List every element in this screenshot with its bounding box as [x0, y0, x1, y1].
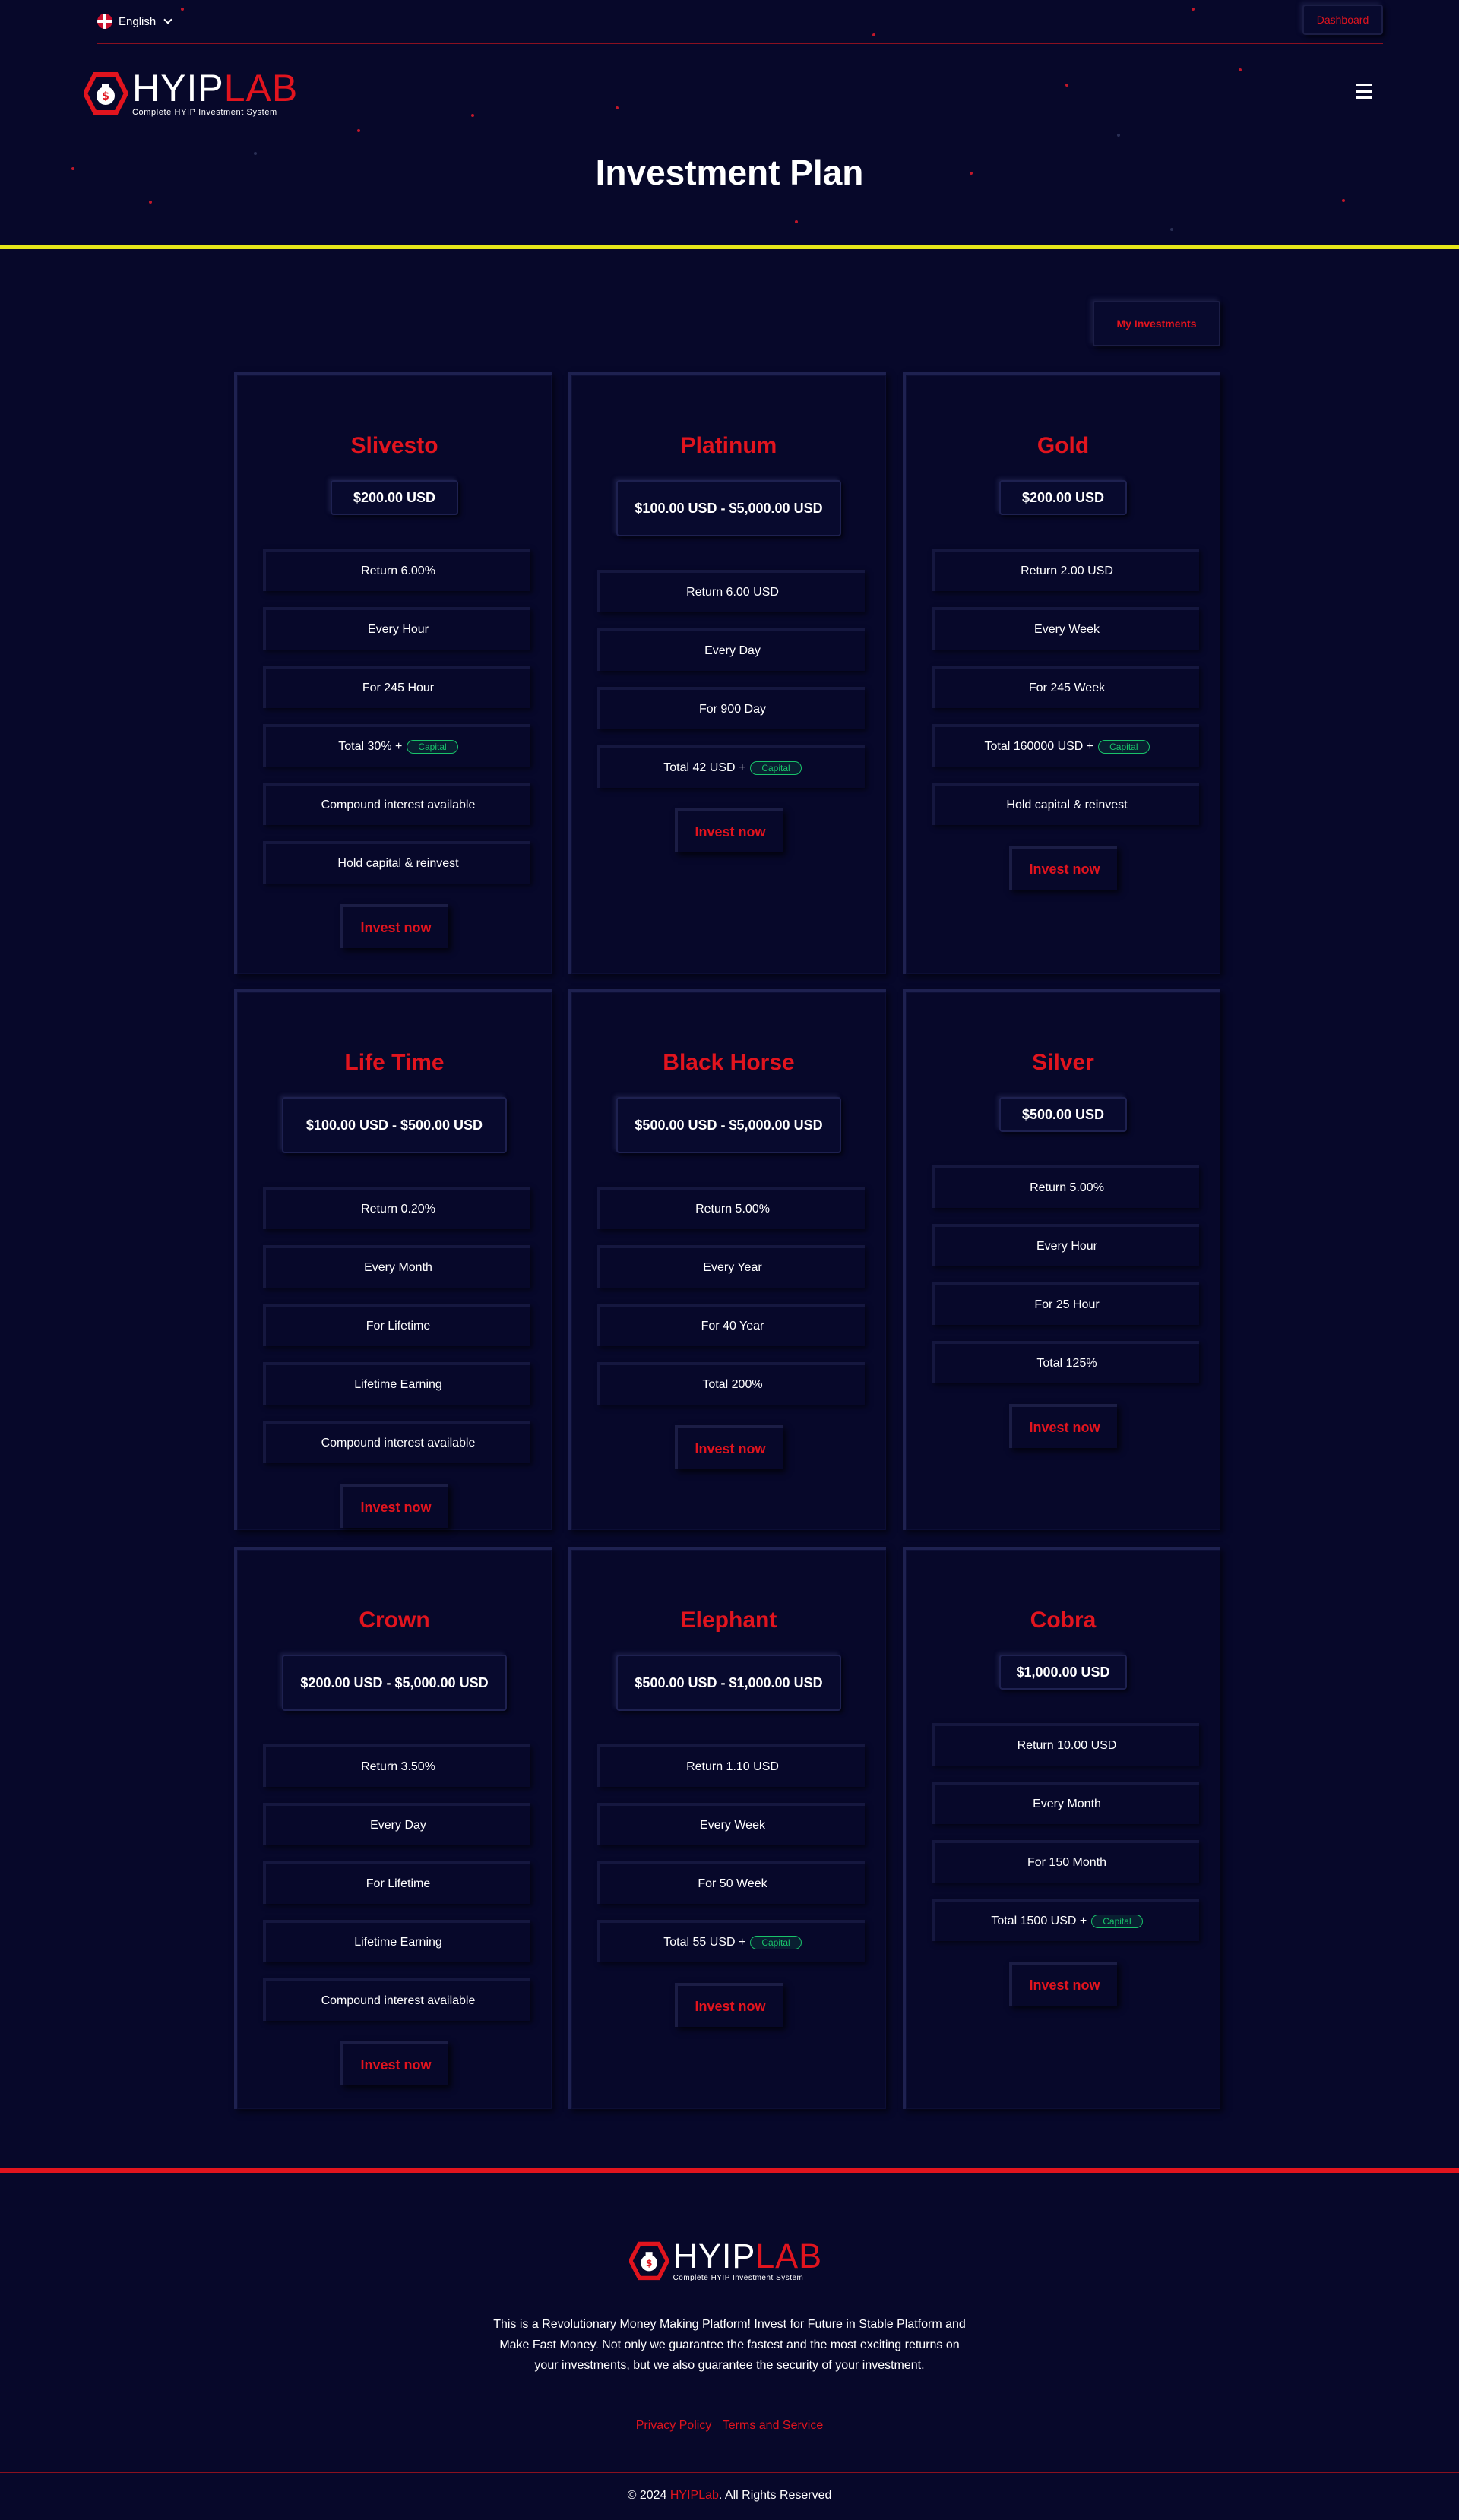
plan-feature: [932, 607, 1199, 650]
language-label: English: [119, 14, 157, 28]
plan-feature-text: Every Week: [700, 1819, 765, 1832]
plan-feature-text: Every Month: [1033, 1798, 1101, 1810]
plan-feature-text: Return 5.00%: [1030, 1181, 1104, 1194]
plan-feature-text: For 245 Hour: [362, 681, 435, 694]
invest-now-button[interactable]: Invest now: [1009, 846, 1117, 890]
plan-feature: [263, 783, 530, 825]
plan-feature: [263, 1304, 530, 1346]
plan-feature: [263, 666, 530, 708]
plan-feature-text: Every Year: [703, 1261, 762, 1274]
plan-feature: [932, 1782, 1199, 1824]
plan-feature: [932, 1165, 1199, 1208]
plan-feature-text: Every Hour: [1036, 1240, 1098, 1253]
plan-feature: [932, 1341, 1199, 1383]
plan-card: [234, 989, 552, 1530]
header-divider: [0, 245, 1459, 249]
plan-name: Life Time: [344, 1050, 445, 1075]
capital-badge: Capital: [1098, 740, 1149, 754]
plan-card: [568, 1547, 886, 2109]
terms-of-service-link[interactable]: Terms and Service: [722, 2419, 824, 2432]
plan-feature: [263, 1861, 530, 1904]
plan-price: $200.00 USD: [331, 480, 458, 515]
plan-name: Gold: [1036, 433, 1090, 458]
plan-feature-text: Hold capital & reinvest: [1006, 798, 1128, 811]
plan-feature: [932, 724, 1199, 767]
invest-now-button[interactable]: Invest now: [340, 1484, 448, 1528]
copyright-prefix: © 2024: [627, 2489, 667, 2502]
plan-feature: [597, 1304, 865, 1346]
plan-feature: [263, 1744, 530, 1787]
plan-price: $200.00 USD - $5,000.00 USD: [282, 1655, 507, 1711]
plan-feature-text: Return 6.00%: [361, 564, 435, 577]
plan-feature-text: Every Month: [364, 1261, 432, 1274]
plan-card: [234, 1547, 552, 2109]
capital-badge: Capital: [407, 740, 457, 754]
plan-feature: [263, 549, 530, 591]
plan-card: [903, 989, 1220, 1530]
decorative-star: [616, 106, 619, 109]
capital-badge: Capital: [750, 1936, 801, 1949]
plan-name: Crown: [359, 1608, 430, 1633]
decorative-star: [149, 201, 152, 204]
decorative-star: [1170, 228, 1173, 231]
plan-card: [903, 372, 1220, 974]
plan-name: Black Horse: [663, 1050, 795, 1075]
money-bag-icon: [629, 2241, 669, 2281]
plan-feature: [597, 1744, 865, 1787]
hero-banner: [0, 0, 1459, 245]
plan-feature: [263, 1920, 530, 1962]
plan-feature-text: Total 55 USD +: [663, 1936, 746, 1949]
footer-divider: [0, 2168, 1459, 2173]
plan-price: $500.00 USD - $1,000.00 USD: [616, 1655, 841, 1711]
decorative-star: [1065, 84, 1068, 87]
chevron-down-icon: [164, 15, 172, 24]
plan-price: $500.00 USD - $5,000.00 USD: [616, 1097, 841, 1153]
plan-name: Elephant: [680, 1608, 777, 1633]
plan-feature: [263, 1978, 530, 2021]
plan-feature-text: Return 0.20%: [361, 1203, 435, 1216]
plan-feature-text: Return 2.00 USD: [1021, 564, 1113, 577]
hamburger-menu-icon[interactable]: [1356, 84, 1372, 99]
plan-price: $100.00 USD - $500.00 USD: [282, 1097, 507, 1153]
plan-feature-text: Compound interest available: [321, 1437, 476, 1450]
plan-feature: [263, 1421, 530, 1463]
plan-feature-text: For Lifetime: [366, 1320, 431, 1333]
plan-feature-text: For 25 Hour: [1034, 1298, 1100, 1311]
capital-badge: Capital: [750, 761, 801, 775]
privacy-policy-link[interactable]: Privacy Policy: [635, 2419, 712, 2432]
plan-feature: [597, 628, 865, 671]
decorative-star: [471, 114, 474, 117]
plan-card: [568, 989, 886, 1530]
logo-brand-red: LAB: [755, 2237, 822, 2275]
plan-name: Cobra: [1030, 1608, 1097, 1633]
capital-badge: Capital: [1091, 1915, 1142, 1928]
plan-feature-text: For Lifetime: [366, 1877, 431, 1890]
money-bag-icon: [84, 71, 128, 115]
copyright: [0, 2489, 1459, 2503]
plan-name: Platinum: [680, 433, 777, 458]
plan-feature-text: For 50 Week: [698, 1877, 767, 1890]
logo-tagline: Complete HYIP Investment System: [132, 108, 277, 117]
logo-tagline: Complete HYIP Investment System: [673, 2274, 804, 2282]
plan-feature-text: Total 160000 USD +: [984, 740, 1094, 753]
plan-feature: [263, 1245, 530, 1288]
plan-feature-text: Compound interest available: [321, 798, 476, 811]
plan-feature: [932, 1224, 1199, 1266]
plan-feature: [597, 1803, 865, 1845]
plan-feature: [263, 841, 530, 884]
footer-logo[interactable]: [629, 2237, 822, 2282]
footer-bottom-divider: [0, 2472, 1459, 2473]
plan-feature-text: Total 30% +: [338, 740, 403, 753]
decorative-star: [1342, 199, 1345, 202]
plan-feature-text: Total 125%: [1036, 1357, 1097, 1370]
plan-card: [903, 1547, 1220, 2109]
plan-feature-text: Return 6.00 USD: [686, 586, 779, 599]
plan-feature: [597, 1861, 865, 1904]
uk-flag-icon: [97, 14, 112, 29]
invest-now-button[interactable]: Invest now: [340, 2041, 448, 2085]
plan-feature: [597, 1245, 865, 1288]
site-logo[interactable]: [84, 67, 299, 117]
plan-feature: [932, 549, 1199, 591]
my-investments-button[interactable]: My Investments: [1093, 301, 1220, 346]
plan-price: $1,000.00 USD: [999, 1655, 1127, 1690]
plan-feature-text: Return 10.00 USD: [1017, 1739, 1117, 1752]
plan-feature-text: For 900 Day: [698, 703, 767, 716]
plan-price: $500.00 USD: [999, 1097, 1127, 1132]
footer-description: This is a Revolutionary Money Making Platform! Invest for Future in Stable Platform and Make Fast Money. Not only we guarantee the fastest and the most exciting returns on your investments, but we also guarantee the security of your investment.: [493, 2318, 966, 2372]
invest-now-button[interactable]: Invest now: [1009, 1962, 1117, 2006]
invest-now-button[interactable]: Invest now: [675, 808, 783, 852]
top-bar: [97, 0, 1383, 44]
copyright-suffix: . All Rights Reserved: [718, 2489, 832, 2502]
dashboard-button[interactable]: Dashboard: [1302, 5, 1383, 35]
plan-feature: [932, 1899, 1199, 1941]
plan-feature-text: Return 3.50%: [361, 1760, 435, 1773]
plan-name: Silver: [1032, 1050, 1094, 1075]
decorative-star: [1239, 68, 1242, 71]
invest-now-button[interactable]: Invest now: [675, 1983, 783, 2027]
plan-feature: [932, 1723, 1199, 1766]
plan-feature: [597, 687, 865, 729]
plan-feature: [932, 783, 1199, 825]
plan-feature: [597, 1920, 865, 1962]
plan-price: $200.00 USD: [999, 480, 1127, 515]
plan-feature: [263, 1187, 530, 1229]
plan-feature: [263, 607, 530, 650]
copyright-brand-link[interactable]: HYIPLab: [669, 2489, 719, 2502]
plan-feature: [597, 1362, 865, 1405]
plan-feature: [597, 1187, 865, 1229]
plan-feature-text: Total 1500 USD +: [991, 1915, 1087, 1927]
plan-feature-text: Total 42 USD +: [663, 761, 746, 774]
plan-feature-text: Every Hour: [367, 623, 429, 636]
invest-now-button[interactable]: Invest now: [340, 904, 448, 948]
plan-feature-text: Lifetime Earning: [354, 1936, 442, 1949]
plan-feature-text: For 40 Year: [701, 1320, 764, 1333]
invest-now-button[interactable]: Invest now: [675, 1425, 783, 1469]
page-title: Investment Plan: [595, 153, 864, 192]
svg-text:$: $: [102, 90, 109, 103]
plan-feature-text: For 245 Week: [1028, 681, 1106, 694]
logo-brand-red: LAB: [223, 67, 299, 109]
plan-feature: [932, 1282, 1199, 1325]
plan-feature: [597, 570, 865, 612]
decorative-star: [795, 220, 798, 223]
invest-now-button[interactable]: Invest now: [1009, 1404, 1117, 1448]
logo-brand-white: HYIP: [132, 67, 224, 109]
plan-price: $100.00 USD - $5,000.00 USD: [616, 480, 841, 536]
plan-feature-text: For 150 Month: [1027, 1856, 1107, 1869]
plan-feature-text: Every Day: [370, 1819, 426, 1832]
plan-feature: [263, 1803, 530, 1845]
language-selector[interactable]: [97, 12, 171, 30]
plan-feature-text: Every Day: [704, 644, 761, 657]
logo-brand-white: HYIP: [673, 2237, 756, 2275]
plan-feature: [597, 745, 865, 788]
plan-feature: [932, 666, 1199, 708]
plan-name: Slivesto: [350, 433, 438, 458]
footer-links: [0, 2419, 1459, 2433]
plan-feature-text: Lifetime Earning: [354, 1378, 442, 1391]
plan-feature-text: Return 5.00%: [695, 1203, 770, 1216]
decorative-star: [357, 129, 360, 132]
plan-feature: [932, 1840, 1199, 1883]
plan-feature-text: Return 1.10 USD: [686, 1760, 779, 1773]
plan-feature-text: Hold capital & reinvest: [337, 857, 459, 870]
plan-card: [568, 372, 886, 974]
plan-feature-text: Every Week: [1034, 623, 1100, 636]
decorative-star: [1117, 134, 1120, 137]
plan-feature: [263, 1362, 530, 1405]
svg-text:$: $: [645, 2257, 653, 2269]
plan-feature-text: Compound interest available: [321, 1994, 476, 2007]
plan-feature-text: Total 200%: [702, 1378, 763, 1391]
plan-feature: [263, 724, 530, 767]
plan-card: [234, 372, 552, 974]
